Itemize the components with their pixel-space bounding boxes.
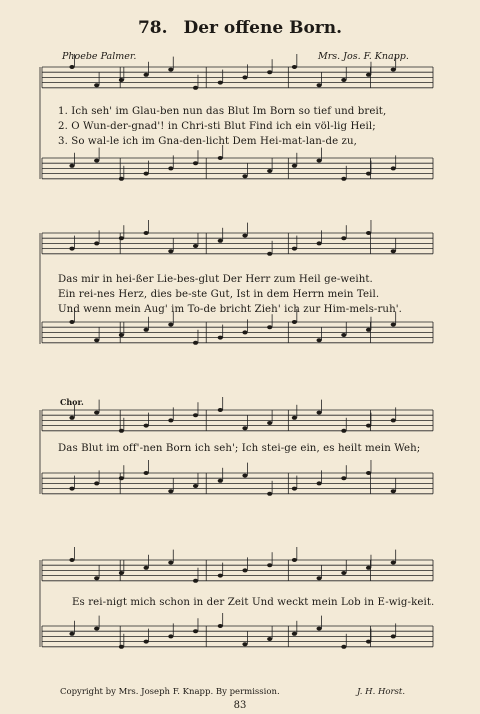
chorus-label: Chor. bbox=[60, 397, 84, 407]
music-author: Mrs. Jos. F. Knapp. bbox=[318, 51, 409, 62]
lyric-line-s4-1: Es rei-nigt mich schon in der Zeit Und weckt mein Lob in E-wig-keit. bbox=[72, 597, 435, 608]
lyric-line-s3-1: Das Blut im off'-nen Born ich seh'; Ich stei-ge ein, es heilt mein Weh; bbox=[58, 443, 421, 454]
lyric-line-s2-1: Das mir in hei-ßer Lie-bes-glut Der Herr zum Heil ge-weiht. bbox=[58, 274, 373, 285]
page-number: 83 bbox=[233, 700, 247, 711]
lyric-line-s1-3: 3. So wal-le ich im Gna-den-licht Dem Hei-mat-lan-de zu, bbox=[58, 136, 358, 147]
lyric-line-s2-2: Ein rei-nes Herz, dies be-ste Gut, Ist in dem Herrn mein Teil. bbox=[58, 289, 380, 300]
copyright-notice: Copyright by Mrs. Joseph F. Knapp. By permission. bbox=[60, 687, 280, 697]
lyric-line-s1-2: 2. O Wun-der-gnad'! in Chri-sti Blut Find ich ein völ-lig Heil; bbox=[58, 121, 376, 132]
lyric-line-s2-3: Und wenn mein Aug' im To-de bricht Zieh' ich zur Him-mels-ruh'. bbox=[58, 304, 402, 315]
hymn-number: 78. bbox=[137, 18, 168, 38]
composer-credit: J. H. Horst. bbox=[357, 687, 406, 697]
hymn-name: Der offene Born. bbox=[183, 18, 343, 38]
text-author: Phoebe Palmer. bbox=[62, 51, 137, 62]
lyric-line-s1-1: 1. Ich seh' im Glau-ben nun das Blut Im Born so tief und breit, bbox=[58, 106, 387, 117]
